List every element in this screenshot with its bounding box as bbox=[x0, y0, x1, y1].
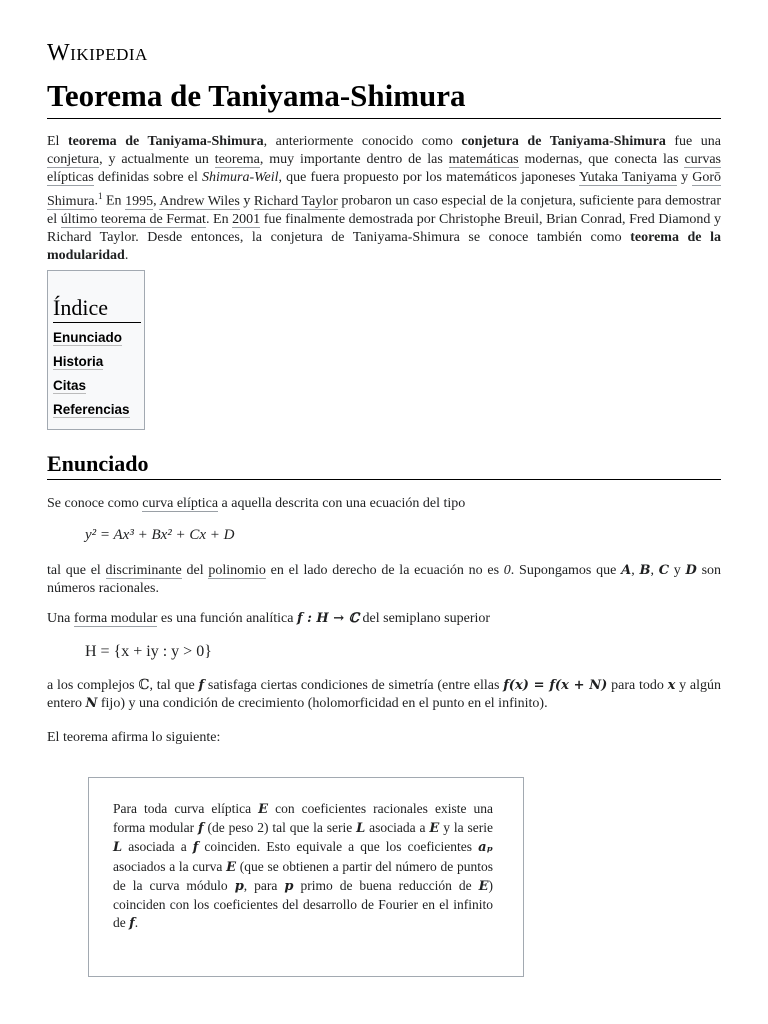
toc-title: Índice bbox=[53, 295, 141, 323]
toc-item-citas[interactable]: Citas bbox=[53, 378, 87, 393]
link-curva-eliptica[interactable]: curva elíptica bbox=[142, 496, 219, 511]
link-goro-shimura[interactable]: Gorō Shimura bbox=[47, 170, 722, 209]
toc-item-enunciado[interactable]: Enunciado bbox=[53, 330, 123, 345]
theorem-text: Para toda curva elíptica E con coeficientes racionales existe una forma modular f (de peso 2) tal que la serie L asociada a E y la serie L asociada a f coinciden. Esto equivale a que los coeficientes aₚ asociados a la curva E (que se obtienen a partir del número de puntos de la curva módulo p, para p primo de buena reducción de E) coinciden con los coeficientes del desarrollo de Fourier en el infinito de f. bbox=[113, 801, 494, 932]
link-yutaka-taniyama[interactable]: Yutaka Taniyama bbox=[579, 170, 677, 185]
toc-item-referencias[interactable]: Referencias bbox=[53, 402, 130, 417]
paragraph-teorema-afirma: El teorema afirma lo siguiente: bbox=[47, 730, 221, 745]
table-of-contents bbox=[47, 270, 145, 430]
theorem-box bbox=[88, 777, 524, 977]
link-forma-modular[interactable]: forma modular bbox=[73, 611, 158, 626]
paragraph-forma-modular: Una forma modular es una función analítica f : H → ℂ del semiplano superior bbox=[47, 611, 491, 626]
reference-link[interactable]: 1 bbox=[97, 191, 103, 201]
link-teorema[interactable]: teorema bbox=[214, 152, 260, 167]
link-ultimo-teorema-fermat[interactable]: último teorema de Fermat bbox=[60, 211, 206, 227]
paragraph-discriminante: tal que el discriminante del polinomio en el lado derecho de la ecuación no es 0. Supongamos que A, B, C y D son números racionales. bbox=[47, 563, 722, 596]
link-matematicas[interactable]: matemáticas bbox=[448, 152, 519, 167]
section-heading-enunciado: Enunciado bbox=[47, 451, 721, 480]
paragraph-complejos: a los complejos ℂ, tal que f satisfaga ciertas condiciones de simetría (entre ellas f(x) = f(x + N) para todo x y algún entero N fijo) y una condición de crecimiento (holomorficidad en el punto en el infinito). bbox=[47, 678, 722, 711]
toc-item-historia[interactable]: Historia bbox=[53, 354, 104, 369]
link-discriminante[interactable]: discriminante bbox=[105, 563, 182, 578]
link-curvas-elipticas[interactable]: curvas elípticas bbox=[47, 152, 721, 185]
wikipedia-logo[interactable]: Wikipedia bbox=[47, 40, 148, 66]
link-polinomio[interactable]: polinomio bbox=[208, 563, 266, 578]
link-2001[interactable]: 2001 bbox=[232, 211, 261, 227]
paragraph-curva-eliptica: Se conoce como curva elíptica a aquella descrita con una ecuación del tipo bbox=[47, 496, 466, 511]
link-1995[interactable]: 1995 bbox=[125, 193, 154, 209]
link-richard-taylor[interactable]: Richard Taylor bbox=[253, 193, 338, 209]
page-title: Teorema de Taniyama-Shimura bbox=[47, 78, 721, 119]
link-andrew-wiles[interactable]: Andrew Wiles bbox=[159, 193, 240, 209]
link-conjetura[interactable]: conjetura bbox=[47, 152, 100, 167]
equation-elliptic-curve: y² = Ax³ + Bx² + Cx + D bbox=[85, 527, 235, 543]
equation-half-plane: H = {x + iy : y > 0} bbox=[85, 643, 212, 660]
intro-paragraph: El teorema de Taniyama-Shimura, anteriormente conocido como conjetura de Taniyama-Shimura fue una conjetura, y actualmente un teorema, muy importante dentro de las matemáticas modernas, que conecta las curvas elípticas definidas sobre el Shimura-Weil, que fuera propuesto por los matemáticos japoneses Yutaka Taniyama y Gorō Shimura.$^1$ En 1995, Andrew Wiles y Richard Taylor probaron un caso especial de la conjetura, suficiente para demostrar el último teorema de Fermat. En 2001 fue finalmente demostrada por Christophe Breuil, Brian Conrad, Fred Diamond y Richard Taylor. Desde entonces, la conjetura de Taniyama-Shimura se conoce también como teorema de la modularidad. bbox=[47, 134, 722, 263]
